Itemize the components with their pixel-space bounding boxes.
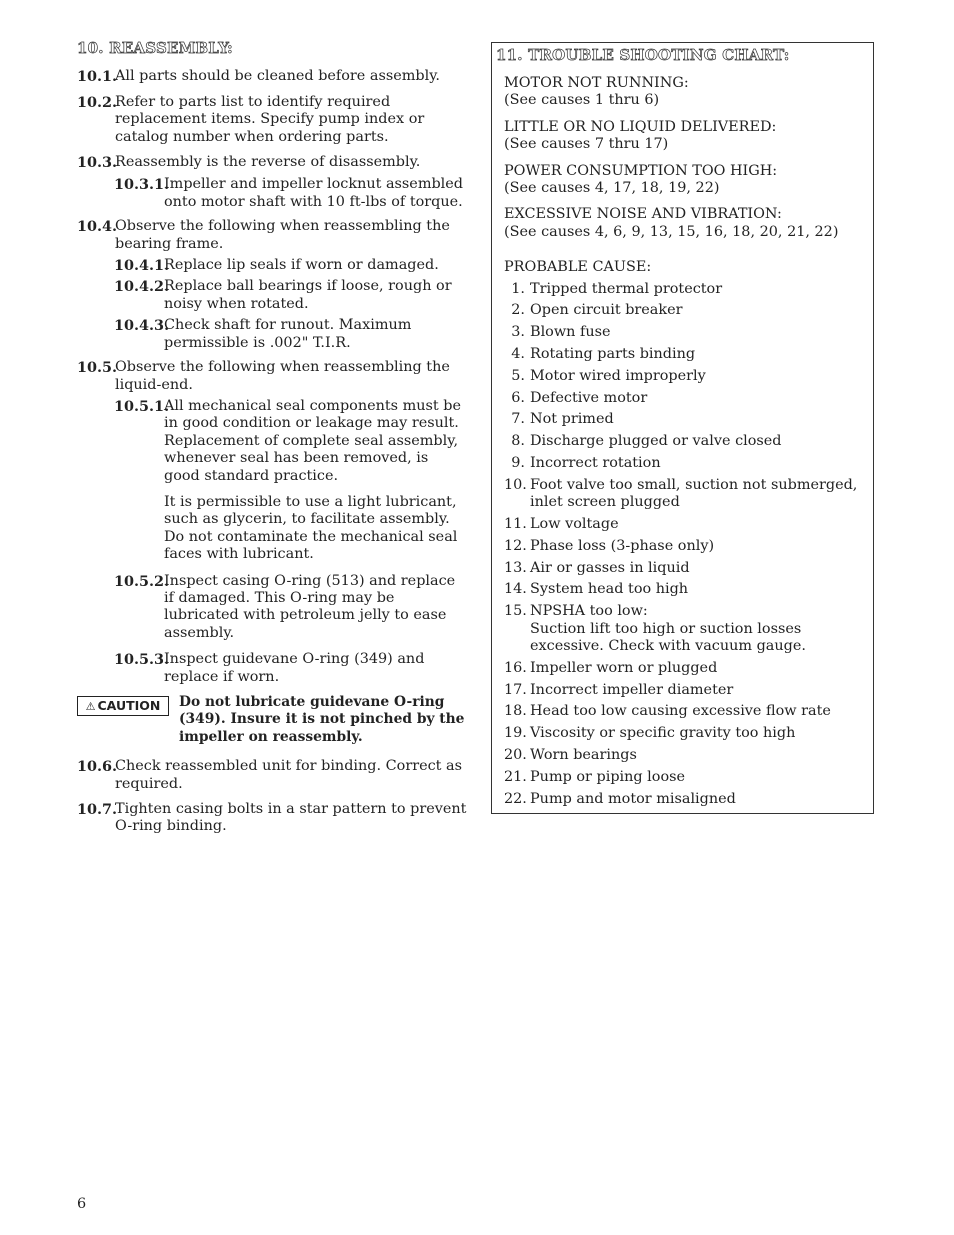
cause-number: 15. xyxy=(504,603,527,620)
step-text: Check shaft for runout. Maximum permissible is .002" T.I.R. xyxy=(164,317,412,351)
cause-text: Air or gasses in liquid xyxy=(530,559,690,576)
cause-text: Open circuit breaker xyxy=(530,302,683,319)
cause-text: Rotating parts binding xyxy=(530,346,696,363)
caution-badge xyxy=(77,696,169,716)
step-number: 10.3. xyxy=(77,154,118,172)
cause-number: 14. xyxy=(504,581,527,598)
cause-item xyxy=(504,411,865,428)
step-number: 10.4. xyxy=(77,218,118,236)
cause-text: Tripped thermal protector xyxy=(530,280,723,297)
cause-number: 10. xyxy=(504,476,527,493)
cause-text: Low voltage xyxy=(530,516,619,533)
cause-text: Pump and motor misaligned xyxy=(530,790,736,807)
cause-item xyxy=(504,560,865,577)
cause-item xyxy=(504,433,865,450)
cause-text: NPSHA too low: xyxy=(530,603,648,620)
cause-number: 5. xyxy=(511,367,525,384)
step-10-4-1 xyxy=(77,257,467,274)
cause-item xyxy=(504,455,865,472)
reassembly-title: 10. REASSEMBLY: xyxy=(77,39,233,57)
step-number: 10.5.1. xyxy=(114,397,170,415)
cause-number: 19. xyxy=(504,725,527,742)
cause-item xyxy=(504,516,865,533)
cause-item xyxy=(504,725,865,742)
step-text: Tighten casing bolts in a star pattern to prevent O-ring binding. xyxy=(115,801,467,835)
cause-detail: Suction lift too high or suction losses excessive. Check with vacuum gauge. xyxy=(530,620,806,655)
lubricant-note: It is permissible to use a light lubricant, such as glycerin, to facilitate assembly. Do not contaminate the mechanical seal faces with lubricant. xyxy=(164,493,458,563)
cause-number: 13. xyxy=(504,559,527,576)
step-10-4-2 xyxy=(77,278,467,313)
cause-item xyxy=(504,368,865,385)
cause-item xyxy=(504,281,865,298)
cause-number: 6. xyxy=(511,389,525,406)
symptom-causes: (See causes 4, 17, 18, 19, 22) xyxy=(504,180,720,197)
cause-number: 7. xyxy=(511,411,525,428)
cause-text: Motor wired improperly xyxy=(530,367,706,384)
cause-number: 1. xyxy=(511,280,525,297)
step-text: Replace ball bearings if loose, rough or noisy when rotated. xyxy=(164,278,452,312)
symptom-causes: (See causes 4, 6, 9, 13, 15, 16, 18, 20, 21, 22) xyxy=(504,223,839,240)
cause-text: Pump or piping loose xyxy=(530,768,686,785)
cause-number: 2. xyxy=(511,302,525,319)
page-number: 6 xyxy=(77,1196,87,1212)
cause-text: Phase loss (3-phase only) xyxy=(530,537,715,554)
cause-text: Impeller worn or plugged xyxy=(530,659,718,676)
cause-text: Blown fuse xyxy=(530,324,611,341)
step-number: 10.4.3. xyxy=(114,317,170,335)
cause-text: Incorrect rotation xyxy=(530,455,661,472)
step-text: Observe the following when reassembling the bearing frame. xyxy=(115,218,450,252)
symptom-noise-vibration xyxy=(504,206,865,241)
step-number: 10.4.1. xyxy=(114,257,170,275)
cause-number: 21. xyxy=(504,768,527,785)
trouble-shooting-box xyxy=(491,42,874,814)
step-text: Inspect casing O-ring (513) and replace if damaged. This O-ring may be lubricated with petroleum jelly to ease assembly. xyxy=(164,572,456,641)
step-number: 10.3.1. xyxy=(114,176,170,194)
symptom-power-high xyxy=(504,163,865,198)
step-10-2 xyxy=(77,94,467,146)
step-10-6 xyxy=(77,758,467,793)
cause-text: Worn bearings xyxy=(530,747,637,764)
cause-text: Head too low causing excessive flow rate xyxy=(530,703,831,720)
cause-item xyxy=(504,791,865,808)
step-text: All mechanical seal components must be in good condition or leakage may result. Replacement of complete seal assembly, whenever seal has been removed, is good standard practice. xyxy=(164,397,462,484)
cause-text: Incorrect impeller diameter xyxy=(530,681,734,698)
step-text: Refer to parts list to identify required replacement items. Specify pump index or catalog number when ordering parts. xyxy=(115,93,425,145)
step-text: Check reassembled unit for binding. Correct as required. xyxy=(115,758,462,792)
step-10-1 xyxy=(77,68,467,85)
step-10-5-1 xyxy=(77,398,467,485)
symptom-name: LITTLE OR NO LIQUID DELIVERED: xyxy=(504,118,777,135)
cause-number: 12. xyxy=(504,537,527,554)
cause-number: 9. xyxy=(511,455,525,472)
cause-number: 11. xyxy=(504,516,527,533)
step-10-3 xyxy=(77,154,467,171)
step-text: All parts should be cleaned before assembly. xyxy=(115,68,440,85)
cause-item xyxy=(504,747,865,764)
step-number: 10.5.3. xyxy=(114,651,170,669)
trouble-shooting-title: 11. TROUBLE SHOOTING CHART: xyxy=(496,46,790,64)
step-10-4 xyxy=(77,218,467,253)
cause-text: Foot valve too small, suction not submerged, inlet screen plugged xyxy=(530,476,858,511)
probable-cause-heading: PROBABLE CAUSE: xyxy=(504,259,652,276)
step-10-4-3 xyxy=(77,317,467,352)
symptom-name: POWER CONSUMPTION TOO HIGH: xyxy=(504,162,778,179)
step-text: Replace lip seals if worn or damaged. xyxy=(164,257,439,274)
step-10-3-1 xyxy=(77,176,467,211)
trouble-shooting-body xyxy=(504,75,865,812)
cause-number: 3. xyxy=(511,324,525,341)
step-text: Impeller and impeller locknut assembled onto motor shaft with 10 ft-lbs of torque. xyxy=(164,176,464,210)
step-text: Inspect guidevane O-ring (349) and replace if worn. xyxy=(164,651,425,685)
step-text: Observe the following when reassembling the liquid-end. xyxy=(115,359,450,393)
cause-item xyxy=(504,346,865,363)
step-10-5-2 xyxy=(77,573,467,643)
cause-item xyxy=(504,703,865,720)
symptom-name: MOTOR NOT RUNNING: xyxy=(504,75,689,91)
cause-number: 18. xyxy=(504,703,527,720)
step-number: 10.1. xyxy=(77,68,118,86)
cause-item xyxy=(504,660,865,677)
cause-number: 8. xyxy=(511,433,525,450)
caution-label: CAUTION xyxy=(97,698,161,713)
step-10-5-3 xyxy=(77,651,467,686)
symptom-motor-not-running xyxy=(504,75,865,110)
cause-text: System head too high xyxy=(530,581,689,598)
cause-item xyxy=(504,769,865,786)
cause-number: 17. xyxy=(504,681,527,698)
symptom-causes: (See causes 1 thru 6) xyxy=(504,92,660,109)
step-number: 10.5. xyxy=(77,359,118,377)
warning-triangle-icon: ⚠ xyxy=(85,700,96,713)
cause-item xyxy=(504,682,865,699)
cause-text: Viscosity or specific gravity too high xyxy=(530,725,796,742)
cause-item xyxy=(504,302,865,319)
step-10-5 xyxy=(77,359,467,394)
cause-item xyxy=(504,603,865,655)
cause-item xyxy=(504,477,865,512)
cause-item xyxy=(504,538,865,555)
cause-text: Defective motor xyxy=(530,389,648,406)
cause-item xyxy=(504,390,865,407)
cause-number: 20. xyxy=(504,747,527,764)
step-number: 10.4.2. xyxy=(114,278,170,296)
cause-text: Discharge plugged or valve closed xyxy=(530,433,782,450)
step-number: 10.5.2. xyxy=(114,572,170,590)
step-10-7 xyxy=(77,801,467,836)
cause-item xyxy=(504,581,865,598)
step-text: Reassembly is the reverse of disassembly. xyxy=(115,154,421,171)
caution-box xyxy=(77,694,467,746)
symptom-name: EXCESSIVE NOISE AND VIBRATION: xyxy=(504,206,782,223)
cause-number: 16. xyxy=(504,659,527,676)
cause-number: 22. xyxy=(504,790,527,807)
cause-text: Not primed xyxy=(530,411,614,428)
step-number: 10.6. xyxy=(77,758,118,776)
cause-number: 4. xyxy=(511,346,525,363)
symptom-causes: (See causes 7 thru 17) xyxy=(504,136,669,153)
step-number: 10.2. xyxy=(77,93,118,111)
symptom-little-liquid xyxy=(504,119,865,154)
caution-text: Do not lubricate guidevane O-ring (349). Insure it is not pinched by the impeller on reassembly. xyxy=(179,694,465,745)
step-number: 10.7. xyxy=(77,801,118,819)
cause-item xyxy=(504,324,865,341)
reassembly-section xyxy=(77,40,467,844)
